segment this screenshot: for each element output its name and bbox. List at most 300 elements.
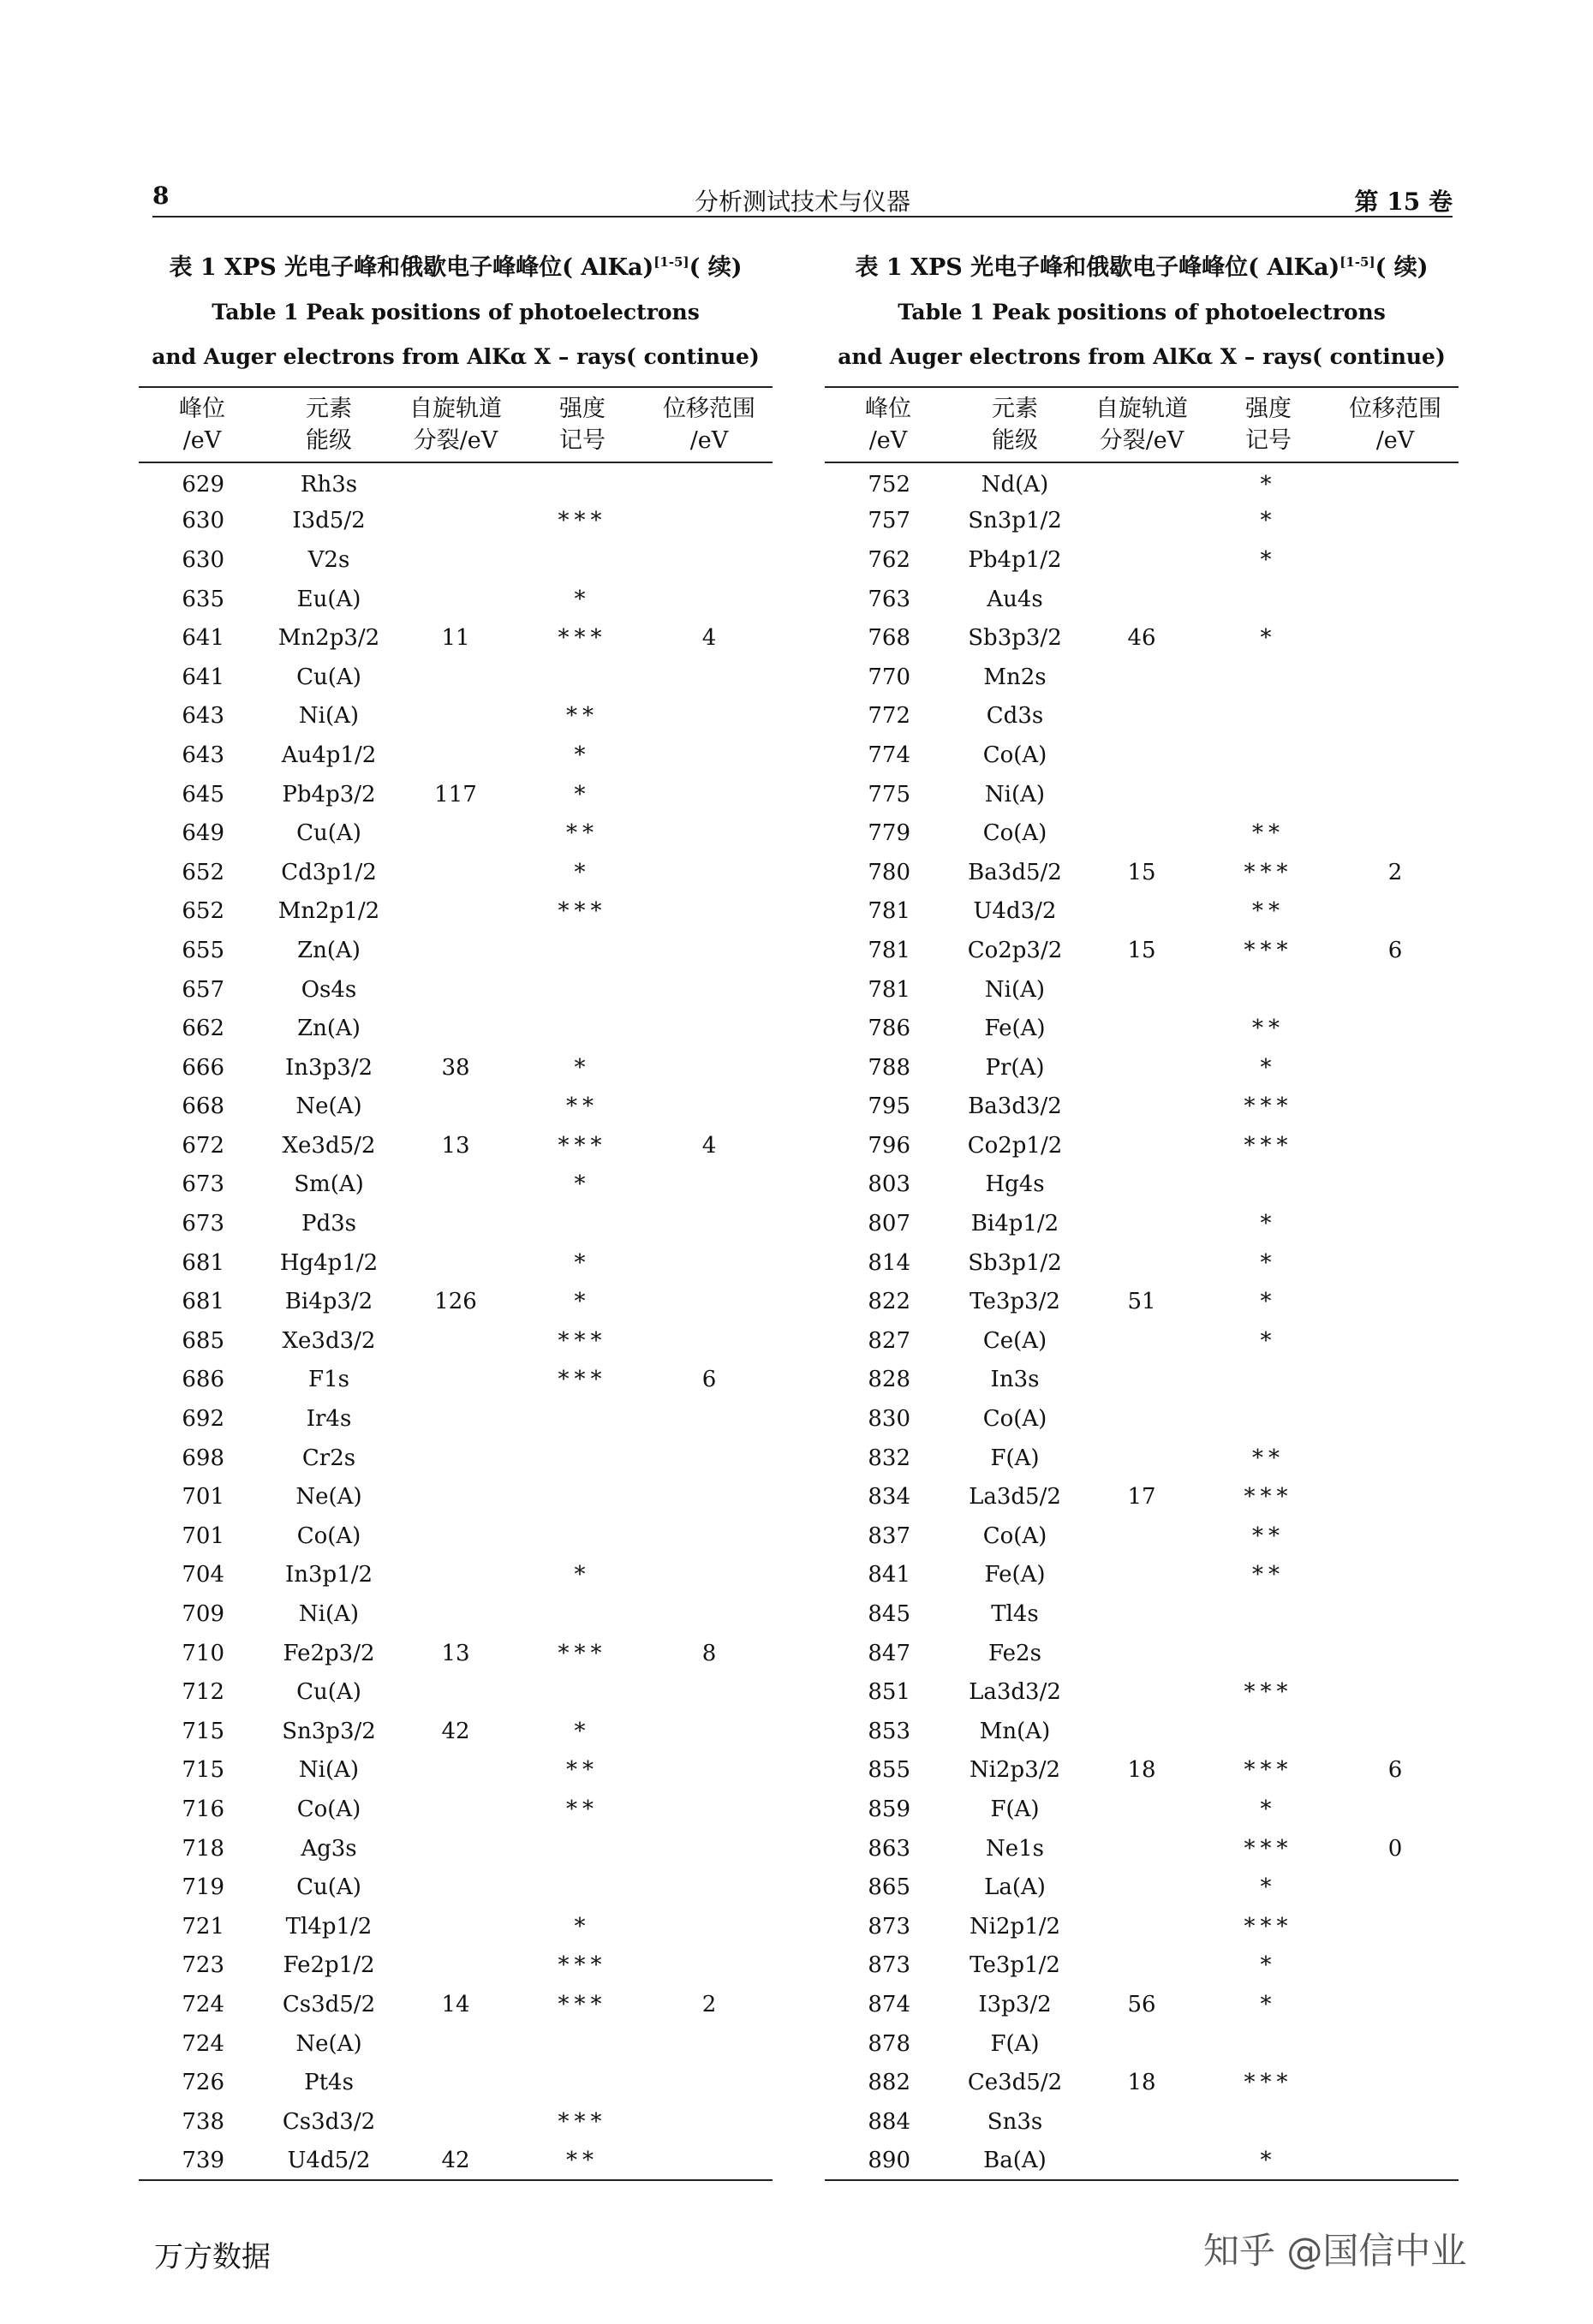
peak-cell: 681 <box>182 1289 224 1315</box>
intensity-cell: * <box>1260 1796 1277 1822</box>
spin-orbit-cell <box>392 892 519 932</box>
table-row <box>139 1282 773 1321</box>
element-cell: Zn(A) <box>297 937 361 963</box>
spin-orbit-cell <box>1078 1829 1205 1868</box>
spin-orbit-cell <box>392 697 519 736</box>
page-number: 8 <box>152 182 170 210</box>
table-row <box>825 1790 1459 1829</box>
table-row <box>139 1672 773 1712</box>
shift-cell <box>646 697 773 736</box>
peak-cell: 672 <box>182 1132 224 1159</box>
peak-cell: 779 <box>868 820 910 847</box>
shift-cell <box>1332 1594 1459 1634</box>
element-cell: Cs3d3/2 <box>282 2108 376 2135</box>
intensity-cell: *** <box>1244 937 1293 963</box>
table-row <box>825 1477 1459 1517</box>
table-row <box>139 618 773 658</box>
element-cell: I3p3/2 <box>978 1991 1052 2017</box>
element-cell: Co(A) <box>982 742 1047 768</box>
intensity-cell: * <box>574 1054 591 1081</box>
shift-cell <box>1332 1126 1459 1165</box>
intensity-cell <box>1205 1634 1332 1673</box>
peak-cell: 788 <box>868 1054 910 1081</box>
shift-cell <box>646 1282 773 1321</box>
table-row <box>139 1477 773 1517</box>
intensity-cell <box>1205 1399 1332 1439</box>
shift-cell <box>646 1868 773 1907</box>
spin-orbit-cell <box>392 1868 519 1907</box>
element-cell: Ba3d3/2 <box>968 1093 1062 1120</box>
intensity-cell: *** <box>558 1327 607 1354</box>
shift-cell: 6 <box>701 1367 717 1393</box>
peak-cell: 698 <box>182 1445 224 1471</box>
table-row <box>139 1829 773 1868</box>
shift-cell <box>1332 580 1459 619</box>
spin-orbit-cell <box>392 1009 519 1048</box>
element-cell: Sb3p3/2 <box>968 625 1062 652</box>
shift-cell <box>1332 1634 1459 1673</box>
peak-cell: 649 <box>182 820 224 847</box>
peak-cell: 738 <box>182 2108 224 2135</box>
spin-orbit-cell: 42 <box>441 1718 470 1744</box>
element-cell: Ne(A) <box>295 2030 362 2057</box>
intensity-cell <box>519 970 646 1010</box>
shift-cell <box>646 1556 773 1595</box>
spin-orbit-cell <box>1078 580 1205 619</box>
table-row <box>825 1165 1459 1205</box>
shift-cell <box>646 540 773 580</box>
intensity-cell: * <box>1260 546 1277 573</box>
element-cell: Cs3d5/2 <box>282 1991 376 2017</box>
element-cell: La3d3/2 <box>969 1679 1061 1706</box>
shift-cell <box>1332 813 1459 853</box>
spin-orbit-cell <box>392 1556 519 1595</box>
shift-cell <box>646 1048 773 1088</box>
shift-cell <box>1332 1868 1459 1907</box>
element-cell: Ir4s <box>306 1406 352 1433</box>
spin-orbit-cell <box>1078 540 1205 580</box>
intensity-cell <box>519 1672 646 1712</box>
intensity-cell <box>519 1477 646 1517</box>
intensity-cell: *** <box>1244 1757 1293 1784</box>
shift-cell: 6 <box>1387 937 1403 963</box>
spin-orbit-cell <box>1078 1672 1205 1712</box>
element-cell: Fe2p1/2 <box>283 1952 375 1979</box>
intensity-cell: *** <box>1244 859 1293 885</box>
element-cell: F(A) <box>990 2030 1040 2057</box>
shift-cell <box>1332 1009 1459 1048</box>
element-cell: Au4p1/2 <box>281 742 377 768</box>
intensity-cell: ** <box>566 703 599 730</box>
spin-orbit-cell: 38 <box>441 1054 470 1081</box>
peak-cell: 796 <box>868 1132 910 1159</box>
peak-cell: 655 <box>182 937 224 963</box>
shift-cell: 2 <box>701 1991 717 2017</box>
peak-cell: 704 <box>182 1562 224 1588</box>
intensity-cell: *** <box>558 1952 607 1979</box>
table-row <box>139 502 773 541</box>
peak-cell: 853 <box>868 1718 910 1744</box>
spin-orbit-cell <box>1078 502 1205 541</box>
peak-cell: 710 <box>182 1640 224 1666</box>
table-row <box>139 1712 773 1751</box>
table-row <box>825 970 1459 1010</box>
table-row <box>139 697 773 736</box>
table-row <box>139 1204 773 1243</box>
shift-cell <box>1332 1048 1459 1088</box>
shift-cell <box>646 1594 773 1634</box>
table-row <box>825 1517 1459 1556</box>
table-row <box>139 1439 773 1478</box>
element-cell: Co2p3/2 <box>967 937 1063 963</box>
element-cell: Nd(A) <box>981 472 1049 498</box>
shift-cell <box>646 1321 773 1361</box>
shift-cell <box>646 1243 773 1283</box>
table-row <box>139 853 773 892</box>
shift-cell <box>646 853 773 892</box>
spin-orbit-cell <box>1078 1634 1205 1673</box>
peak-cell: 726 <box>182 2070 224 2096</box>
peak-cell: 715 <box>182 1718 224 1744</box>
spin-orbit-cell: 13 <box>441 1132 470 1159</box>
shift-cell <box>646 2142 773 2181</box>
peak-cell: 673 <box>182 1211 224 1237</box>
intensity-cell: ** <box>566 820 599 847</box>
shift-cell <box>646 462 773 502</box>
peak-cell: 652 <box>182 859 224 885</box>
spin-orbit-cell: 56 <box>1127 1991 1156 2017</box>
spin-orbit-cell: 11 <box>441 625 470 652</box>
element-cell: Ne1s <box>985 1835 1045 1862</box>
table-row <box>139 580 773 619</box>
element-cell: Co(A) <box>296 1523 361 1549</box>
shift-cell <box>646 1399 773 1439</box>
intensity-cell <box>519 1517 646 1556</box>
spin-orbit-cell: 14 <box>441 1991 470 2017</box>
shift-cell <box>1332 540 1459 580</box>
intensity-cell: *** <box>1244 1835 1293 1862</box>
peak-cell: 645 <box>182 781 224 807</box>
table-caption-zh: 表 1 XPS 光电子峰和俄歇电子峰峰位( AlKa)[1-5]( 续) <box>169 254 743 281</box>
element-cell: Te3p1/2 <box>970 1952 1060 1979</box>
element-cell: Ni2p1/2 <box>969 1913 1061 1940</box>
element-cell: Ne(A) <box>295 1093 362 1120</box>
element-cell: Ce3d5/2 <box>967 2070 1063 2096</box>
shift-cell <box>1332 2063 1459 2102</box>
spin-orbit-cell <box>1078 1048 1205 1088</box>
table-row <box>825 1985 1459 2024</box>
peak-cell: 774 <box>868 742 910 768</box>
table-row <box>139 1985 773 2024</box>
table-row <box>825 1868 1459 1907</box>
intensity-cell: * <box>1260 472 1277 498</box>
shift-cell <box>1332 1556 1459 1595</box>
peak-cell: 643 <box>182 742 224 768</box>
peak-cell: 724 <box>182 2030 224 2057</box>
element-cell: Cu(A) <box>296 1679 361 1706</box>
shift-cell <box>646 1477 773 1517</box>
element-cell: Fe2s <box>988 1640 1041 1666</box>
peak-cell: 724 <box>182 1991 224 2017</box>
shift-cell <box>646 2102 773 2142</box>
spin-orbit-cell <box>392 658 519 697</box>
table-row <box>139 1126 773 1165</box>
spin-orbit-cell <box>392 1829 519 1868</box>
table-row <box>825 1243 1459 1283</box>
table-caption-en-line2: and Auger electrons from AlKα X – rays( continue) <box>838 344 1446 369</box>
peak-cell: 685 <box>182 1327 224 1354</box>
table-row <box>139 658 773 697</box>
element-cell: Sn3p3/2 <box>282 1718 376 1744</box>
intensity-cell <box>519 658 646 697</box>
element-cell: Os4s <box>301 976 357 1003</box>
intensity-cell <box>1205 775 1332 814</box>
intensity-cell <box>1205 2102 1332 2142</box>
table-row <box>825 1204 1459 1243</box>
intensity-cell: ** <box>1252 1016 1285 1042</box>
shift-cell <box>1332 462 1459 502</box>
spin-orbit-cell <box>392 462 519 502</box>
col-header-intensity: 强度 记号 <box>559 396 606 454</box>
peak-cell: 712 <box>182 1679 224 1706</box>
intensity-cell: * <box>1260 1952 1277 1979</box>
element-cell: Xe3d5/2 <box>282 1132 376 1159</box>
element-cell: Co(A) <box>982 1523 1047 1549</box>
table-row <box>139 970 773 1010</box>
col-header-spin-orbit: 自旋轨道 分裂/eV <box>409 396 502 454</box>
table-row <box>825 1672 1459 1712</box>
peak-cell: 686 <box>182 1367 224 1393</box>
peak-cell: 775 <box>868 781 910 807</box>
element-cell: Cu(A) <box>296 820 361 847</box>
shift-cell <box>1332 697 1459 736</box>
table-row <box>825 658 1459 697</box>
peak-cell: 635 <box>182 586 224 612</box>
element-cell: Ne(A) <box>295 1484 362 1511</box>
element-cell: Ni(A) <box>298 1601 360 1628</box>
element-cell: Fe(A) <box>984 1562 1046 1588</box>
spin-orbit-cell: 18 <box>1127 2070 1156 2096</box>
table-row <box>139 2063 773 2102</box>
element-cell: Sm(A) <box>294 1171 364 1198</box>
intensity-cell: * <box>574 781 591 807</box>
peak-cell: 873 <box>868 1952 910 1979</box>
peak-cell: 666 <box>182 1054 224 1081</box>
peak-cell: 781 <box>868 898 910 925</box>
intensity-cell: *** <box>1244 2070 1293 2096</box>
intensity-cell <box>519 540 646 580</box>
shift-cell: 8 <box>701 1640 717 1666</box>
table-body-left <box>139 462 773 2180</box>
spin-orbit-cell <box>392 1517 519 1556</box>
element-cell: Cu(A) <box>296 664 361 690</box>
peak-cell: 884 <box>868 2108 910 2135</box>
table-row <box>139 1868 773 1907</box>
peak-cell: 643 <box>182 703 224 730</box>
spin-orbit-cell <box>1078 1556 1205 1595</box>
intensity-cell: * <box>574 1913 591 1940</box>
shift-cell <box>646 931 773 970</box>
shift-cell <box>646 1829 773 1868</box>
intensity-cell: * <box>574 1718 591 1744</box>
peak-cell: 681 <box>182 1249 224 1276</box>
intensity-cell <box>1205 2024 1332 2064</box>
peak-cell: 723 <box>182 1952 224 1979</box>
table-row <box>825 736 1459 775</box>
intensity-cell: * <box>574 1289 591 1315</box>
table-caption-en-line1: Table 1 Peak positions of photoelectrons <box>212 300 700 325</box>
spin-orbit-cell <box>1078 1088 1205 1127</box>
spin-orbit-cell <box>1078 1439 1205 1478</box>
shift-cell <box>646 1088 773 1127</box>
peak-cell: 701 <box>182 1484 224 1511</box>
peak-cell: 865 <box>868 1874 910 1901</box>
intensity-cell: * <box>574 742 591 768</box>
table-row <box>139 1165 773 1205</box>
element-cell: Hg4s <box>985 1171 1045 1198</box>
peak-cell: 629 <box>182 472 224 498</box>
element-cell: Tl4s <box>991 1601 1039 1628</box>
intensity-cell: ** <box>566 1757 599 1784</box>
peak-cell: 657 <box>182 976 224 1003</box>
spin-orbit-cell: 117 <box>434 781 477 807</box>
spin-orbit-cell <box>392 1439 519 1478</box>
peak-cell: 719 <box>182 1874 224 1901</box>
intensity-cell <box>1205 1165 1332 1205</box>
shift-cell <box>1332 2024 1459 2064</box>
intensity-cell: *** <box>1244 1484 1293 1511</box>
intensity-cell: *** <box>1244 1132 1293 1159</box>
peak-cell: 630 <box>182 508 224 534</box>
shift-cell <box>646 1907 773 1946</box>
intensity-cell: * <box>574 586 591 612</box>
peak-cell: 762 <box>868 546 910 573</box>
element-cell: Co(A) <box>982 1406 1047 1433</box>
spin-orbit-cell <box>1078 2142 1205 2181</box>
peak-cell: 715 <box>182 1757 224 1784</box>
table-row <box>139 462 773 502</box>
intensity-cell: * <box>1260 1249 1277 1276</box>
element-cell: Fe2p3/2 <box>283 1640 375 1666</box>
table-row <box>825 892 1459 932</box>
shift-cell <box>1332 1790 1459 1829</box>
peak-cell: 863 <box>868 1835 910 1862</box>
table-caption-en-line1: Table 1 Peak positions of photoelectrons <box>898 300 1386 325</box>
table-caption-en-line2: and Auger electrons from AlKα X – rays( continue) <box>152 344 760 369</box>
table-row <box>139 1048 773 1088</box>
peak-cell: 641 <box>182 664 224 690</box>
shift-cell <box>646 658 773 697</box>
shift-cell <box>646 1165 773 1205</box>
peak-cell: 878 <box>868 2030 910 2057</box>
table-row <box>139 1399 773 1439</box>
spin-orbit-cell <box>392 540 519 580</box>
table-row <box>825 1009 1459 1048</box>
peak-cell: 652 <box>182 898 224 925</box>
table-row <box>139 1088 773 1127</box>
shift-cell <box>646 1517 773 1556</box>
element-cell: Sb3p1/2 <box>968 1249 1062 1276</box>
element-cell: Sn3s <box>987 2108 1043 2135</box>
intensity-cell: *** <box>558 898 607 925</box>
shift-cell <box>646 580 773 619</box>
spin-orbit-cell: 51 <box>1127 1289 1156 1315</box>
spin-orbit-cell <box>1078 1361 1205 1400</box>
table-row <box>825 1556 1459 1595</box>
intensity-cell <box>1205 970 1332 1010</box>
peak-cell: 882 <box>868 2070 910 2096</box>
intensity-cell <box>519 1204 646 1243</box>
element-cell: Cd3s <box>986 703 1044 730</box>
table-row <box>139 892 773 932</box>
shift-cell: 2 <box>1387 859 1403 885</box>
table-row <box>825 775 1459 814</box>
spin-orbit-cell: 18 <box>1127 1757 1156 1784</box>
intensity-cell <box>519 1399 646 1439</box>
table-row <box>139 2142 773 2181</box>
peak-cell: 845 <box>868 1601 910 1628</box>
journal-title: 分析测试技术与仪器 <box>694 188 910 216</box>
table-row <box>825 1048 1459 1088</box>
table-row <box>139 1594 773 1634</box>
table-row <box>139 1517 773 1556</box>
peak-cell: 828 <box>868 1367 910 1393</box>
table-row <box>139 2102 773 2142</box>
spin-orbit-cell <box>1078 2102 1205 2142</box>
spin-orbit-cell <box>392 1399 519 1439</box>
intensity-cell <box>519 2063 646 2102</box>
element-cell: Xe3d3/2 <box>282 1327 376 1354</box>
shift-cell <box>646 736 773 775</box>
spin-orbit-cell <box>392 502 519 541</box>
table-row <box>825 540 1459 580</box>
shift-cell <box>1332 1946 1459 1986</box>
table-row <box>825 462 1459 502</box>
table-row <box>825 813 1459 853</box>
element-cell: Rh3s <box>300 472 358 498</box>
peak-cell: 721 <box>182 1913 224 1940</box>
element-cell: Ni(A) <box>984 781 1046 807</box>
spin-orbit-cell: 126 <box>434 1289 477 1315</box>
peak-cell: 803 <box>868 1171 910 1198</box>
element-cell: Fe(A) <box>984 1016 1046 1042</box>
shift-cell <box>1332 2102 1459 2142</box>
spin-orbit-cell <box>392 1088 519 1127</box>
shift-cell <box>1332 1321 1459 1361</box>
peak-cell: 757 <box>868 508 910 534</box>
peak-cell: 673 <box>182 1171 224 1198</box>
table-row <box>825 1594 1459 1634</box>
spin-orbit-cell <box>1078 1243 1205 1283</box>
peak-cell: 873 <box>868 1913 910 1940</box>
shift-cell <box>646 2024 773 2064</box>
table-row <box>825 1634 1459 1673</box>
intensity-cell: * <box>1260 1991 1277 2017</box>
peak-cell: 709 <box>182 1601 224 1628</box>
intensity-cell: *** <box>558 1640 607 1666</box>
intensity-cell <box>519 2024 646 2064</box>
element-cell: Hg4p1/2 <box>279 1249 379 1276</box>
shift-cell <box>1332 502 1459 541</box>
spin-orbit-cell <box>1078 1594 1205 1634</box>
element-cell: Pb4p1/2 <box>968 546 1062 573</box>
table-row <box>825 2142 1459 2181</box>
peak-cell: 716 <box>182 1796 224 1822</box>
peak-cell: 807 <box>868 1211 910 1237</box>
peak-cell: 770 <box>868 664 910 690</box>
shift-cell <box>646 1712 773 1751</box>
shift-cell <box>1332 1088 1459 1127</box>
